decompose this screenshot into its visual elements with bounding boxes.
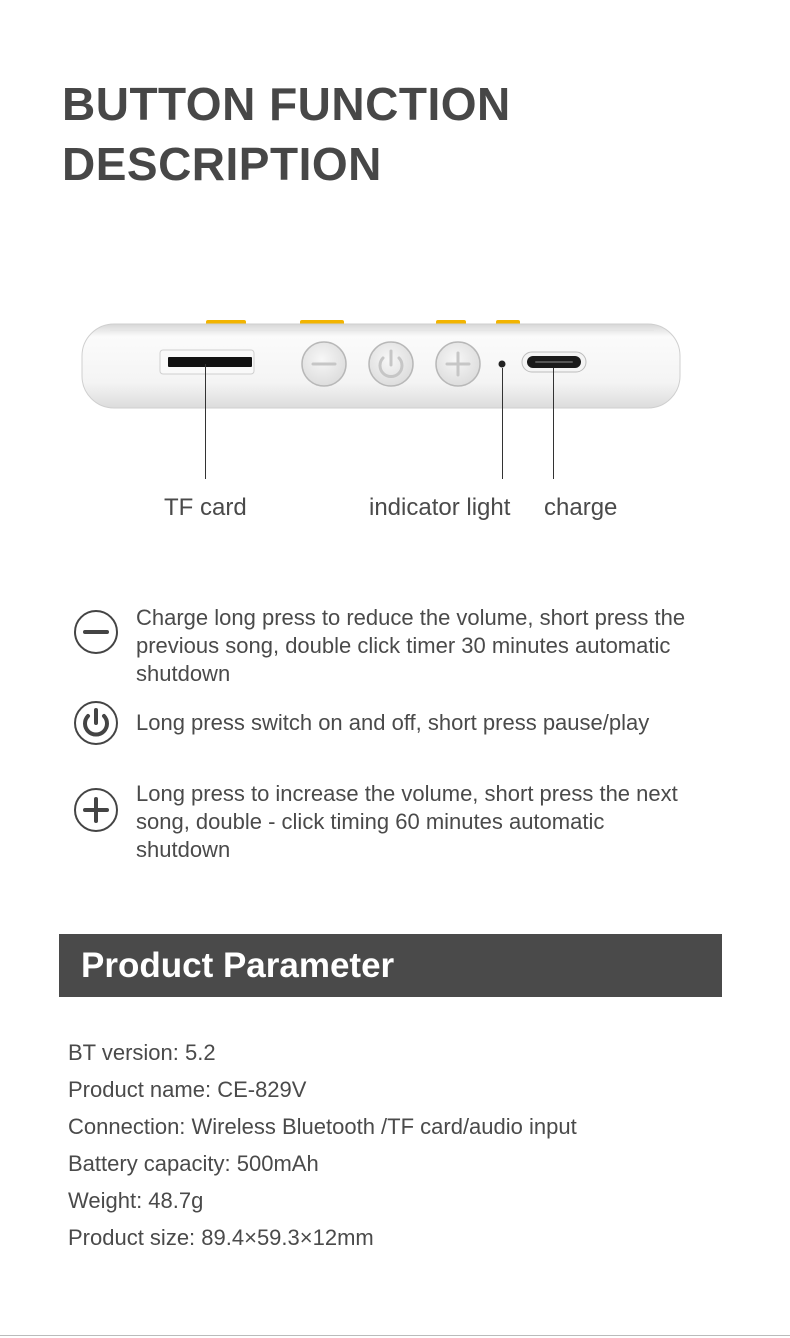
indicator-light bbox=[499, 361, 506, 368]
spec-product-size: Product size: 89.4×59.3×12mm bbox=[68, 1225, 374, 1250]
page-title-line-2: DESCRIPTION bbox=[62, 138, 382, 190]
product-parameter-banner bbox=[59, 934, 722, 997]
power-icon bbox=[72, 699, 120, 747]
plus-icon bbox=[72, 786, 120, 834]
charge-label: charge bbox=[544, 494, 618, 521]
page-title-line-1: BUTTON FUNCTION bbox=[62, 78, 511, 130]
tf-card-label: TF card bbox=[164, 494, 247, 521]
minus-icon bbox=[72, 608, 120, 656]
tf-card-slot bbox=[168, 357, 252, 367]
spec-product-name: Product name: CE-829V bbox=[68, 1077, 307, 1102]
charge-leader-line bbox=[553, 368, 554, 479]
device-side-view bbox=[80, 318, 684, 413]
minus-button-text: Charge long press to reduce the volume, short press the previous song, double click timer 30 minutes automatic shutdown bbox=[136, 605, 686, 686]
product-parameter-title: Product Parameter bbox=[81, 946, 395, 985]
page-title bbox=[62, 74, 511, 194]
bottom-divider bbox=[0, 1335, 790, 1336]
indicator-light-leader-line bbox=[502, 368, 503, 479]
spec-list bbox=[68, 1034, 577, 1256]
plus-button-text: Long press to increase the volume, short press the next song, double - click timing 60 minutes automatic shutdown bbox=[136, 781, 678, 862]
indicator-light-label: indicator light bbox=[369, 494, 511, 521]
spec-weight: Weight: 48.7g bbox=[68, 1188, 204, 1213]
power-button-text: Long press switch on and off, short press pause/play bbox=[136, 710, 650, 735]
tf-card-leader-line bbox=[205, 364, 206, 479]
spec-connection: Connection: Wireless Bluetooth /TF card/audio input bbox=[68, 1114, 577, 1139]
spec-bt-version: BT version: 5.2 bbox=[68, 1040, 216, 1065]
spec-battery-capacity: Battery capacity: 500mAh bbox=[68, 1151, 319, 1176]
